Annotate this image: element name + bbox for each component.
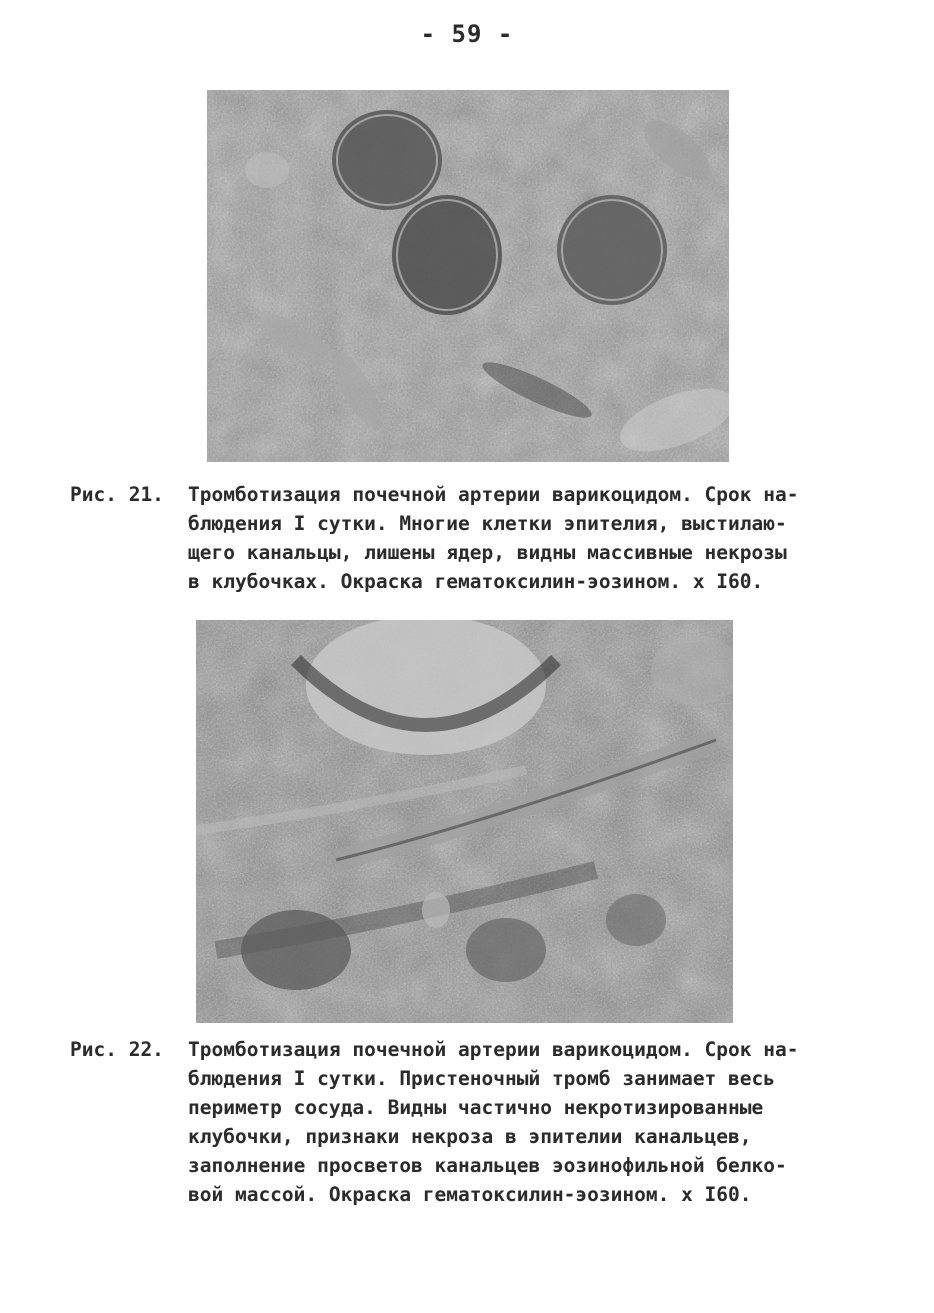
caption-line: блюдения I сутки. Пристеночный тромб занимает весь (188, 1067, 775, 1090)
caption-line: Тромботизация почечной артерии варикоцидом. Срок на- (188, 1038, 799, 1061)
page-number: - 59 - (420, 20, 514, 48)
caption-line: вой массой. Окраска гематоксилин-эозином. x I60. (188, 1183, 752, 1206)
caption-line: заполнение просветов канальцев эозинофильной белко- (188, 1154, 787, 1177)
figure-21-label: Рис. 21. (70, 483, 164, 506)
caption-line: щего канальцы, лишены ядер, видны массивные некрозы (188, 541, 787, 564)
caption-line: блюдения I сутки. Многие клетки эпителия, выстилаю- (188, 512, 787, 535)
caption-line: периметр сосуда. Видны частично некротизированные (188, 1096, 764, 1119)
caption-line: Тромботизация почечной артерии варикоцидом. Срок на- (188, 483, 799, 506)
figure-22-label: Рис. 22. (70, 1038, 164, 1061)
caption-line: клубочки, признаки некроза в эпителии канальцев, (188, 1125, 752, 1148)
micrograph-figure-22 (196, 620, 733, 1023)
caption-line: в клубочках. Окраска гематоксилин-эозином. x I60. (188, 570, 764, 593)
micrograph-figure-21 (207, 90, 729, 462)
